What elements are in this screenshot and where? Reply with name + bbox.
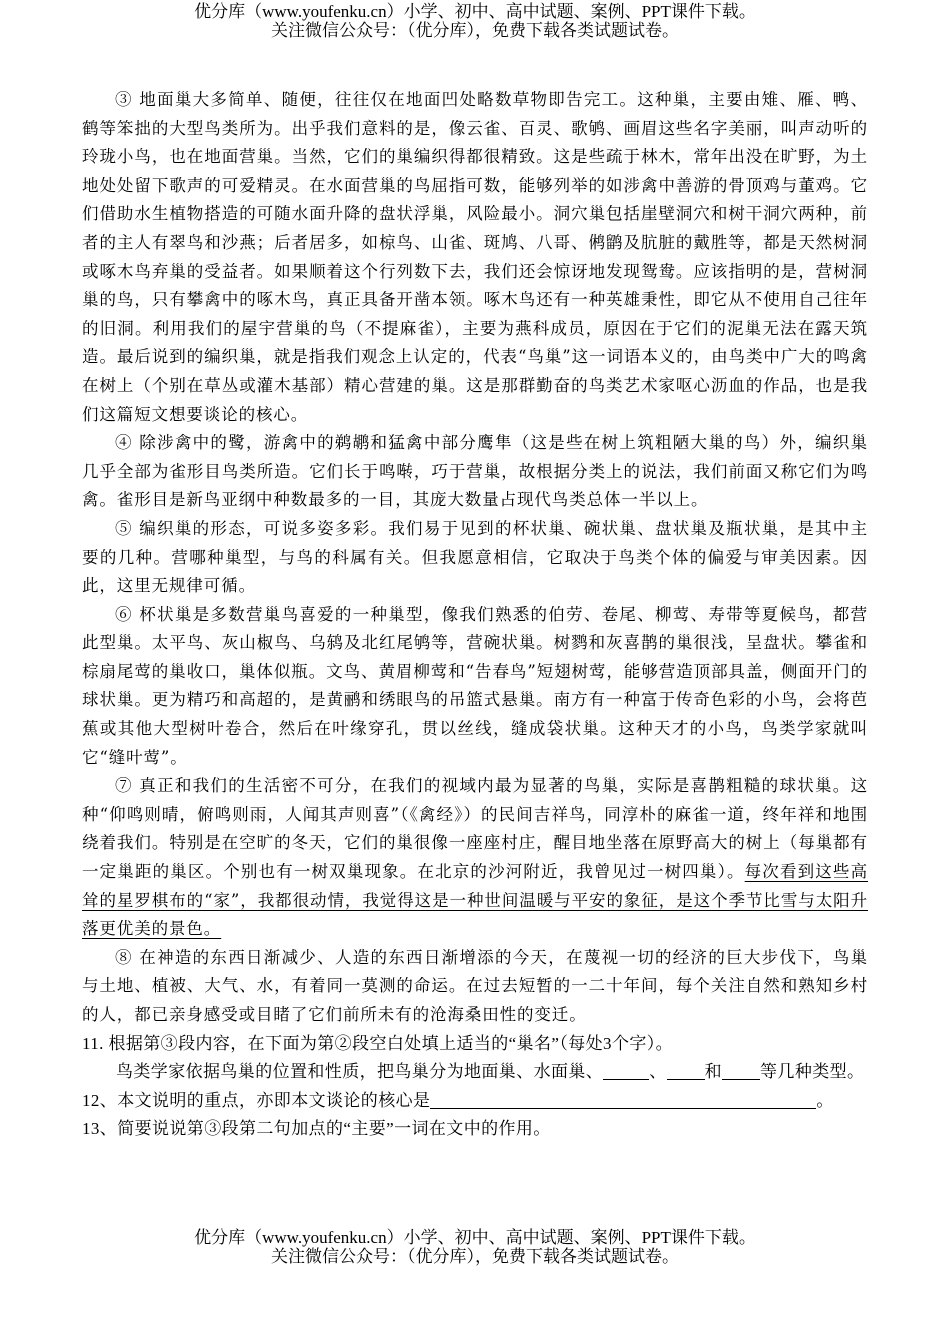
answer-blank-1[interactable] bbox=[603, 1061, 649, 1080]
page-footer bbox=[0, 1228, 950, 1266]
footer-line-2: 关注微信公众号：（优分库），免费下载各类试题试卷。 bbox=[271, 1247, 679, 1266]
answer-blank-4[interactable] bbox=[430, 1090, 816, 1109]
answer-blank-2[interactable] bbox=[667, 1061, 705, 1080]
question-11-text-a: 鸟类学家依据鸟巢的位置和性质，把鸟巢分为地面巢、水面巢、 bbox=[116, 1062, 604, 1082]
article-body bbox=[82, 86, 868, 1144]
paragraph-3: ③ 地面巢大多简单、随便，往往仅在地面凹处略数草物即告完工。这种巢，主要由雉、雁、鸭、鹤等笨拙的大型鸟类所为。出乎我们意料的是，像云雀、百灵、歌鸲、画眉这些名字美丽，叫声动听的玲珑小鸟，也在地面营巢。当然，它们的巢编织得都很精致。这是些疏于林木，常年出没在旷野，为土地处处留下歌声的可爱精灵。在水面营巢的鸟屈指可数，能够列举的如涉禽中善游的骨顶鸡与董鸡。它们借助水生植物搭造的可随水面升降的盘状浮巢，风险最小。洞穴巢包括崖壁洞穴和树干洞穴两种，前者的主人有翠鸟和沙燕；后者居多，如椋鸟、山雀、斑鸠、八哥、鸺鹠及肮脏的戴胜等，都是天然树洞或啄木鸟弃巢的受益者。如果顺着这个行列数下去，我们还会惊讶地发现鸳鸯。应该指明的是，营树洞巢的鸟，只有攀禽中的啄木鸟，真正具备开凿本领。啄木鸟还有一种英雄秉性，即它从不使用自己往年的旧洞。利用我们的屋宇营巢的鸟（不提麻雀），主要为燕科成员，原因在于它们的泥巢无法在露天筑造。最后说到的编织巢，就是指我们观念上认定的，代表“鸟巢”这一词语本义的，由鸟类中广大的鸣禽在树上（个别在草丛或灌木基部）精心营建的巢。这是那群勤奋的鸟类艺术家呕心沥血的作品，也是我们这篇短文想要谈论的核心。 bbox=[82, 90, 868, 424]
answer-blank-3[interactable] bbox=[722, 1061, 760, 1080]
paragraph-8: ⑧ 在神造的东西日渐减少、人造的东西日渐增添的今天，在蔑视一切的经济的巨大步伐下，鸟巢与土地、植被、大气、水，有着同一莫测的命运。在过去短暂的一二十年间，每个关注自然和熟知乡村的人，都已亲身感受或目睹了它们前所未有的沧海桑田性的变迁。 bbox=[82, 947, 868, 1024]
question-11-prompt: 11. 根据第③段内容，在下面为第②段空白处填上适当的“巢名”（每处3个字）。 bbox=[82, 1033, 674, 1053]
paragraph-6: ⑥ 杯状巢是多数营巢鸟喜爱的一种巢型，像我们熟悉的伯劳、卷尾、柳莺、寿带等夏候鸟，都营此型巢。太平鸟、灰山椒鸟、乌鸫及北红尾鸲等，营碗状巢。树鹨和灰喜鹊的巢很浅，呈盘状。攀雀和棕扇尾莺的巢收口，巢体似瓶。文鸟、黄眉柳莺和“告春鸟”短翅树莺，能够营造顶部具盖，侧面开门的球状巢。更为精巧和高超的，是黄鹂和绣眼鸟的吊篮式悬巢。南方有一种富于传奇色彩的小鸟，会将芭蕉或其他大型树叶卷合，然后在叶缘穿孔，贯以丝线，缝成袋状巢。这种天才的小鸟，鸟类学家就叫它“缝叶莺”。 bbox=[82, 604, 868, 767]
page-header bbox=[0, 2, 950, 40]
footer-line-1: 优分库（www.youfenku.cn）小学、初中、高中试题、案例、PPT课件下载。 bbox=[194, 1228, 756, 1247]
question-13: 13、简要说说第③段第二句加点的“主要”一词在文中的作用。 bbox=[82, 1119, 551, 1139]
paragraph-7 bbox=[82, 772, 868, 944]
question-11-text-b: 等几种类型。 bbox=[760, 1062, 865, 1082]
paragraph-4: ④ 除涉禽中的鹭，游禽中的鹈鹕和猛禽中部分鹰隼（这是些在树上筑粗陋大巢的鸟）外，编织巢几乎全部为雀形目鸟类所造。它们长于鸣啭，巧于营巢，故根据分类上的说法，我们前面又称它们为鸣禽。雀形目是新鸟亚纲中种数最多的一目，其庞大数量占现代鸟类总体一半以上。 bbox=[82, 433, 868, 510]
question-12-end: 。 bbox=[816, 1090, 834, 1110]
paragraph-5: ⑤ 编织巢的形态，可说多姿多彩。我们易于见到的杯状巢、碗状巢、盘状巢及瓶状巢，是其中主要的几种。营哪种巢型，与鸟的科属有关。但我愿意相信，它取决于鸟类个体的偏爱与审美因素。因此，这里无规律可循。 bbox=[82, 518, 868, 596]
header-line-1: 优分库（www.youfenku.cn）小学、初中、高中试题、案例、PPT课件下载。 bbox=[194, 2, 756, 21]
question-11-fill bbox=[82, 1058, 868, 1087]
question-11-separator-2: 和 bbox=[704, 1062, 723, 1082]
paragraph-7-underlined-sentence: 每次看到这些高耸的星罗棋布的“家”，我都很动情，我觉得这是一种世间温暖与平安的象征，是这个季节比雪与太阳升落更优美的景色。 bbox=[82, 862, 868, 939]
paragraph-7-text: ⑦ 真正和我们的生活密不可分，在我们的视域内最为显著的鸟巢，实际是喜鹊粗糙的球状巢。这种“仰鸣则晴，俯鸣则雨，人闻其声则喜”（《禽经》）的民间吉祥鸟，同淳朴的麻雀一道，终年祥和地围绕着我们。特别是在空旷的冬天，它们的巢很像一座座村庄，醒目地坐落在原野高大的树上（每巢都有一定巢距的巢区。个别也有一树双巢现象。在北京的沙河附近，我曾见过一树四巢）。 bbox=[82, 776, 868, 882]
question-11-separator-1: 、 bbox=[649, 1062, 667, 1082]
question-12-text: 12、本文说明的重点，亦即本文谈论的核心是 bbox=[82, 1090, 431, 1110]
question-12 bbox=[82, 1087, 868, 1116]
header-line-2: 关注微信公众号：（优分库），免费下载各类试题试卷。 bbox=[271, 21, 679, 40]
